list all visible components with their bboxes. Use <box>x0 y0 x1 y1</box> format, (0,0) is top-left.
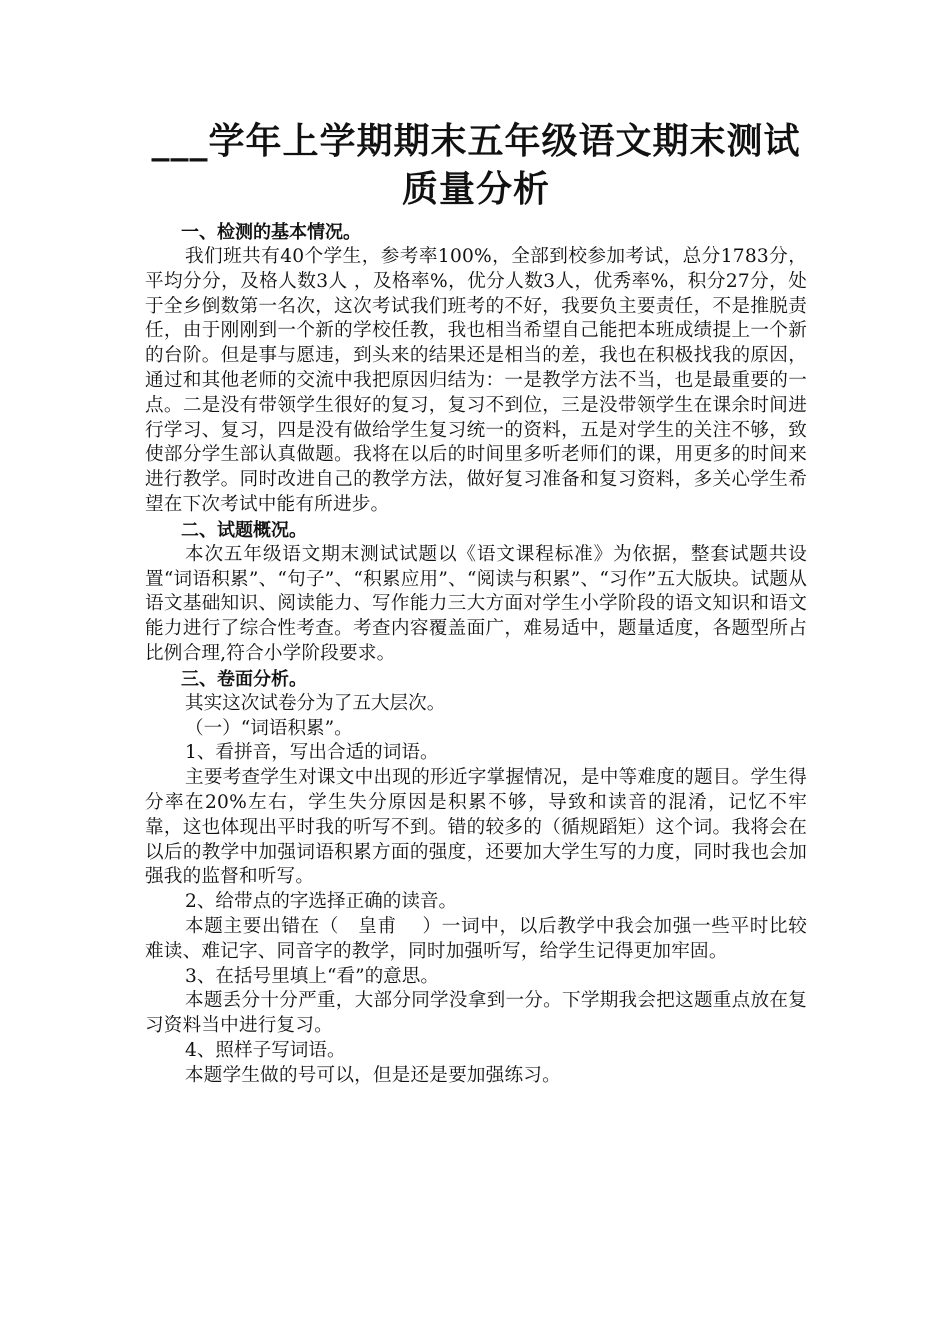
section-3-heading: 三、卷面分析。 <box>181 668 307 690</box>
question-2-paragraph: 本题主要出错在（ 皇甫 ）一词中，以后教学中我会加强一些平时比较难读、难记字、同音字的教学，同时加强听写，给学生记得更加牢固。 <box>145 915 807 962</box>
document-title: ___学年上学期期末五年级语文期末测试质量分析 <box>151 121 801 210</box>
question-3-heading: 3、在括号里填上“看”的意思。 <box>184 965 439 987</box>
section-2-paragraph: 本次五年级语文期末测试试题以《语文课程标准》为依据，整套试题共设置“词语积累”、“句子”、“积累应用”、“阅读与积累”、“习作”五大版块。试题从语文基础知识、阅读能力、写作能力三大方面对学生小学阶段的语文知识和语文能力进行了综合性考查。考查内容覆盖面广，难易适中，题量适度，各题型所占比例合理,符合小学阶段要求。 <box>145 543 807 664</box>
part-1-heading: （一）“词语积累”。 <box>184 717 353 739</box>
question-1-paragraph: 主要考查学生对课文中出现的形近字掌握情况，是中等难度的题目。学生得分率在20%左右，学生失分原因是积累不够，导致和读音的混淆，记忆不牢靠，这也体现出平时我的听写不到。错的较多的（循规蹈矩）这个词。我将会在以后的教学中加强词语积累方面的强度，还要加大学生写的力度，同时我也会加强我的监督和听写。 <box>145 767 807 888</box>
question-4-heading: 4、照样子写词语。 <box>184 1039 346 1061</box>
question-3-paragraph: 本题丢分十分严重，大部分同学没拿到一分。下学期我会把这题重点放在复习资料当中进行复习。 <box>145 990 807 1037</box>
document-page <box>145 118 807 1089</box>
question-4-paragraph: 本题学生做的号可以，但是还是要加强练习。 <box>184 1064 561 1086</box>
question-1-heading: 1、看拼音，写出合适的词语。 <box>184 742 439 764</box>
section-1-paragraph: 我们班共有40个学生，参考率100%，全部到校参加考试，总分1783分，平均分分，及格人数3人 ，及格率%，优分人数3人，优秀率%，积分27分，处于全乡倒数第一名次，这次考试我们班考的不好，我要负主要责任，不是推脱责任，由于刚刚到一个新的学校任教，我也相当希望自己能把本班成绩提上一个新的台阶。但是事与愿违，到头来的结果还是相当的差，我也在积极找我的原因，通过和其他老师的交流中我把原因归结为：一是教学方法不当，也是最重要的一点。二是没有带领学生很好的复习，复习不到位，三是没带领学生在课余时间进行学习、复习，四是没有做给学生复习统一的资料，五是对学生的关注不够，致使部分学生部认真做题。我将在以后的时间里多听老师们的课，用更多的时间来进行教学。同时改进自己的教学方法，做好复习准备和复习资料，多关心学生希望在下次考试中能有所进步。 <box>145 246 807 515</box>
section-3-intro: 其实这次试卷分为了五大层次。 <box>184 692 446 714</box>
section-1-heading: 一、检测的基本情况。 <box>181 222 361 243</box>
question-2-heading: 2、给带点的字选择正确的读音。 <box>184 891 458 913</box>
section-2-heading: 二、试题概况。 <box>181 519 307 541</box>
